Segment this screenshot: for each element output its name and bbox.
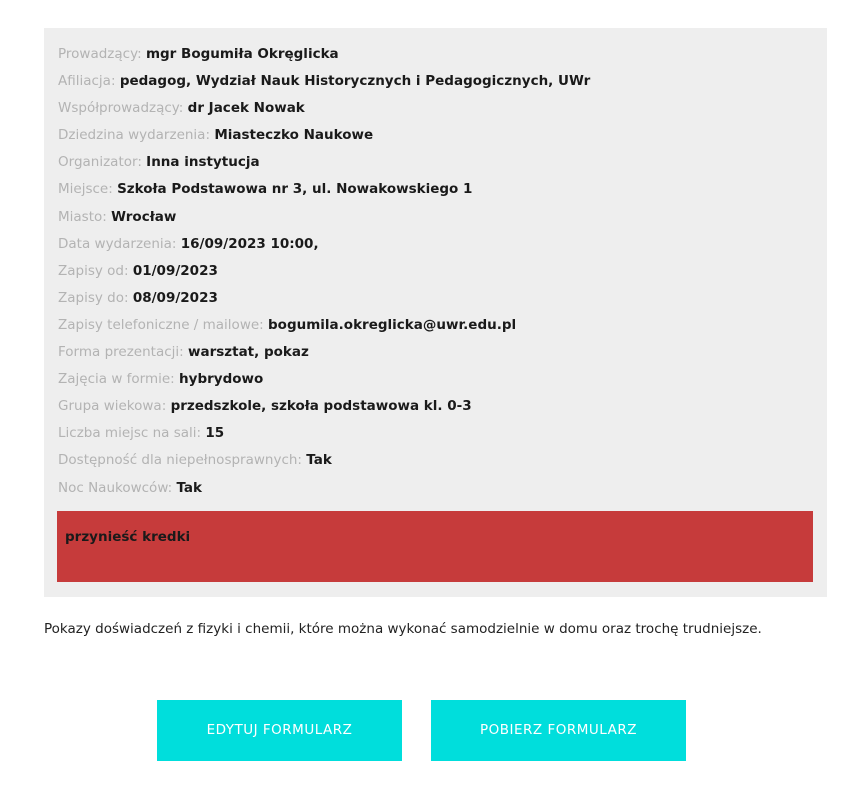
detail-value: Wrocław bbox=[111, 208, 177, 225]
detail-label: Zapisy do: bbox=[58, 289, 129, 306]
detail-label: Zajęcia w formie: bbox=[58, 371, 175, 388]
detail-label: Współprowadzący: bbox=[58, 100, 184, 117]
detail-row-data-wydarzenia bbox=[58, 231, 590, 258]
detail-value: 15 bbox=[205, 425, 225, 442]
detail-value: dr Jacek Nowak bbox=[187, 100, 305, 117]
detail-row-miasto bbox=[58, 204, 590, 231]
detail-label: Forma prezentacji: bbox=[58, 344, 184, 361]
detail-row-prowadzacy bbox=[58, 41, 590, 68]
event-description: Pokazy doświadczeń z fizyki i chemii, które można wykonać samodzielnie w domu oraz trochę trudniejsze. bbox=[44, 621, 762, 637]
detail-row-afiliacja bbox=[58, 68, 590, 95]
detail-value: Inna instytucja bbox=[146, 154, 260, 171]
detail-value: pedagog, Wydział Nauk Historycznych i Pedagogicznych, UWr bbox=[119, 73, 591, 90]
detail-label: Dziedzina wydarzenia: bbox=[58, 127, 211, 144]
detail-label: Liczba miejsc na sali: bbox=[58, 425, 202, 442]
detail-row-dostepnosc bbox=[58, 447, 590, 474]
detail-value: bogumila.okreglicka@uwr.edu.pl bbox=[268, 316, 517, 333]
note-box bbox=[57, 511, 813, 582]
detail-label: Grupa wiekowa: bbox=[58, 398, 167, 415]
detail-row-noc-naukowcow bbox=[58, 475, 590, 502]
detail-value: Tak bbox=[176, 479, 203, 496]
detail-row-wspolprowadzacy bbox=[58, 95, 590, 122]
detail-label: Dostępność dla niepełnosprawnych: bbox=[58, 452, 302, 469]
detail-label: Miasto: bbox=[58, 208, 107, 225]
detail-value: przedszkole, szkoła podstawowa kl. 0-3 bbox=[170, 398, 472, 415]
detail-row-grupa-wiekowa bbox=[58, 393, 590, 420]
event-info-panel bbox=[44, 28, 827, 597]
detail-label: Zapisy telefoniczne / mailowe: bbox=[58, 316, 264, 333]
detail-row-zapisy-od bbox=[58, 258, 590, 285]
detail-row-liczba-miejsc bbox=[58, 420, 590, 447]
detail-value: 16/09/2023 10:00, bbox=[180, 235, 319, 252]
detail-row-zapisy-do bbox=[58, 285, 590, 312]
detail-value: hybrydowo bbox=[179, 371, 264, 388]
detail-value: 08/09/2023 bbox=[132, 289, 218, 306]
detail-row-zajecia-w-formie bbox=[58, 366, 590, 393]
detail-value: Tak bbox=[306, 452, 332, 469]
detail-row-forma-prezentacji bbox=[58, 339, 590, 366]
detail-label: Miejsce: bbox=[58, 181, 113, 198]
detail-label: Zapisy od: bbox=[58, 262, 129, 279]
detail-label: Data wydarzenia: bbox=[58, 235, 177, 252]
detail-value: 01/09/2023 bbox=[132, 262, 218, 279]
detail-value: Szkoła Podstawowa nr 3, ul. Nowakowskiego 1 bbox=[117, 181, 473, 198]
detail-row-zapisy-kontakt bbox=[58, 312, 590, 339]
detail-row-miejsce bbox=[58, 176, 590, 203]
detail-value: mgr Bogumiła Okręglicka bbox=[145, 46, 339, 62]
detail-label: Noc Naukowców: bbox=[58, 479, 173, 496]
download-form-button[interactable]: POBIERZ FORMULARZ bbox=[431, 700, 686, 761]
detail-row-organizator bbox=[58, 149, 590, 176]
detail-value: Miasteczko Naukowe bbox=[214, 127, 374, 144]
detail-value: warsztat, pokaz bbox=[187, 344, 309, 361]
detail-row-dziedzina bbox=[58, 122, 590, 149]
detail-label: Afiliacja: bbox=[58, 73, 116, 90]
edit-form-button[interactable]: EDYTUJ FORMULARZ bbox=[157, 700, 402, 761]
detail-label: Prowadzący: bbox=[58, 46, 142, 62]
note-text: przynieść kredki bbox=[65, 529, 191, 545]
event-details-list bbox=[58, 41, 590, 502]
detail-label: Organizator: bbox=[58, 154, 142, 171]
